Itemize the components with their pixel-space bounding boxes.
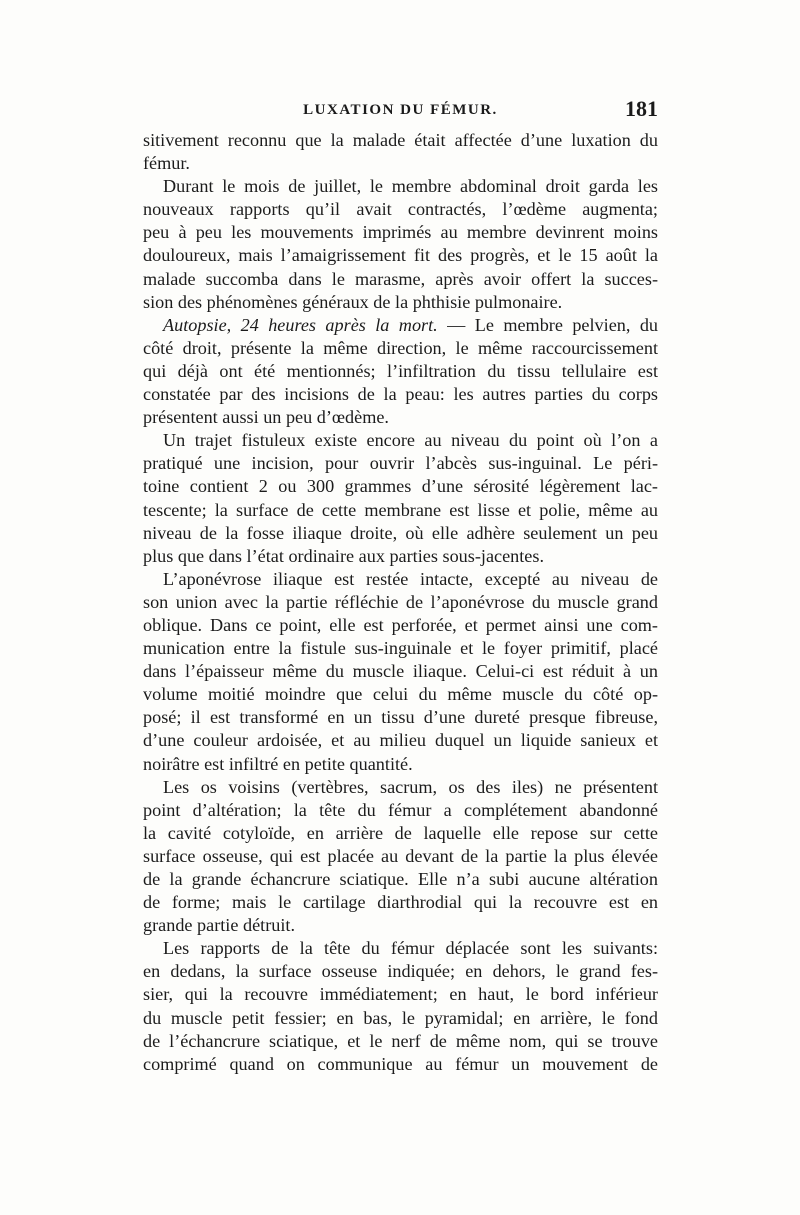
line-text: de la grande échancrure sciatique. Elle n’a subi aucune altération: [143, 869, 658, 889]
line-text: — Le membre pelvien, du: [447, 314, 658, 335]
text-line: [143, 753, 658, 776]
text-line: [143, 129, 658, 152]
text-line: [143, 706, 658, 729]
line-text: oblique. Dans ce point, elle est perforée, et permet ainsi une com-: [143, 614, 658, 635]
line-text: constatée par des incisions de la peau: les autres parties du corps: [143, 384, 658, 405]
text-line: [143, 660, 658, 683]
line-text: munication entre la fistule sus-inguinale et le foyer primitif, placé: [143, 638, 658, 659]
text-line: [143, 198, 658, 221]
text-line: [143, 383, 658, 406]
page-header: [143, 98, 658, 126]
line-text: peu à peu les mouvements imprimés au membre devinrent moins: [143, 222, 658, 243]
text-line: [143, 614, 658, 637]
line-text: de l’échancrure sciatique, et le nerf de même nom, qui se trouve: [143, 1030, 658, 1051]
text-line: [143, 268, 658, 291]
text-line: [143, 152, 658, 175]
line-text: L’aponévrose iliaque est restée intacte, excepté au niveau de: [163, 568, 658, 589]
text-line: [143, 568, 658, 591]
line-text: noirâtre est infiltré en petite quantité.: [143, 753, 413, 774]
line-text: de forme; mais le cartilage diarthrodial qui la recouvre est en: [143, 892, 658, 913]
line-text: grande partie détruit.: [143, 915, 296, 936]
text-line: [143, 729, 658, 752]
line-text: nouveaux rapports qu’il avait contractés, l’œdème augmenta;: [143, 199, 658, 220]
line-text: plus que dans l’état ordinaire aux parties sous-jacentes.: [143, 545, 545, 566]
text-line: [143, 983, 658, 1006]
line-text: Les rapports de la tête du fémur déplacée sont les suivants:: [163, 938, 658, 959]
line-text: sier, qui la recouvre immédiatement; en haut, le bord inférieur: [143, 984, 658, 1005]
text-line: [143, 1053, 658, 1076]
line-text: d’une couleur ardoisée, et au milieu duquel un liquide sanieux et: [143, 730, 658, 751]
text-line: [143, 291, 658, 314]
text-line: [143, 1007, 658, 1030]
text-line: [143, 868, 658, 891]
text-line: [143, 522, 658, 545]
text-line: [143, 1030, 658, 1053]
line-text: présentent aussi un peu d’œdème.: [143, 407, 389, 428]
running-title: LUXATION DU FÉMUR.: [303, 102, 498, 118]
line-text: point d’altération; la tête du fémur a complétement abandonné: [143, 799, 658, 820]
line-text: fémur.: [143, 153, 190, 174]
text-line: [143, 475, 658, 498]
line-text: son union avec la partie réfléchie de l’aponévrose du muscle grand: [143, 591, 658, 612]
text-line: [143, 452, 658, 475]
italic-lead: Autopsie, 24 heures après la mort.: [163, 314, 438, 335]
line-text: comprimé quand on communique au fémur un mouvement de: [143, 1053, 658, 1074]
line-text: tescente; la surface de cette membrane est lisse et polie, même au: [143, 499, 658, 520]
line-text: Un trajet fistuleux existe encore au niveau du point où l’on a: [163, 430, 658, 451]
text-line: [143, 337, 658, 360]
text-line: [143, 221, 658, 244]
body-text: [143, 129, 658, 1076]
line-text: malade succomba dans le marasme, après avoir offert la succes-: [143, 268, 658, 289]
text-line: [143, 314, 658, 337]
line-text: sion des phénomènes généraux de la phthisie pulmonaire.: [143, 291, 563, 312]
line-text: qui déjà ont été mentionnés; l’infiltration du tissu tellulaire est: [143, 360, 658, 381]
text-line: [143, 591, 658, 614]
line-text: dans l’épaisseur même du muscle iliaque. Celui-ci est réduit à un: [143, 661, 658, 682]
text-line: [143, 799, 658, 822]
text-line: [143, 891, 658, 914]
page-number: 181: [625, 96, 658, 121]
text-line: [143, 175, 658, 198]
line-text: volume moitié moindre que celui du même muscle du côté op-: [143, 684, 658, 705]
text-line: [143, 683, 658, 706]
line-text: du muscle petit fessier; en bas, le pyramidal; en arrière, le fond: [143, 1007, 658, 1028]
text-line: [143, 545, 658, 568]
line-text: toine contient 2 ou 300 grammes d’une sérosité légèrement lac-: [143, 476, 658, 497]
line-text: Les os voisins (vertèbres, sacrum, os des iles) ne présentent: [163, 776, 658, 797]
text-line: [143, 822, 658, 845]
text-line: [143, 499, 658, 522]
line-text: surface osseuse, qui est placée au devant de la partie la plus élevée: [143, 845, 658, 866]
text-line: [143, 360, 658, 383]
text-line: [143, 406, 658, 429]
text-line: [143, 937, 658, 960]
line-text: Durant le mois de juillet, le membre abdominal droit garda les: [163, 176, 658, 197]
line-text: niveau de la fosse iliaque droite, où elle adhère seulement un peu: [143, 522, 658, 543]
line-text: la cavité cotyloïde, en arrière de laquelle elle repose sur cette: [143, 822, 658, 843]
line-text: posé; il est transformé en un tissu d’une dureté presque fibreuse,: [143, 707, 658, 728]
text-line: [143, 914, 658, 937]
line-text: côté droit, présente la même direction, le même raccourcissement: [143, 337, 658, 358]
text-line: [143, 244, 658, 267]
text-line: [143, 429, 658, 452]
line-text: en dedans, la surface osseuse indiquée; en dehors, le grand fes-: [143, 961, 658, 982]
text-line: [143, 960, 658, 983]
line-text: sitivement reconnu que la malade était affectée d’une luxation du: [143, 130, 658, 150]
text-line: [143, 776, 658, 799]
line-text: pratiqué une incision, pour ouvrir l’abcès sus-inguinal. Le péri-: [143, 453, 658, 474]
line-text: douloureux, mais l’amaigrissement fit des progrès, et le 15 août la: [143, 245, 658, 266]
text-line: [143, 845, 658, 868]
text-line: [143, 637, 658, 660]
